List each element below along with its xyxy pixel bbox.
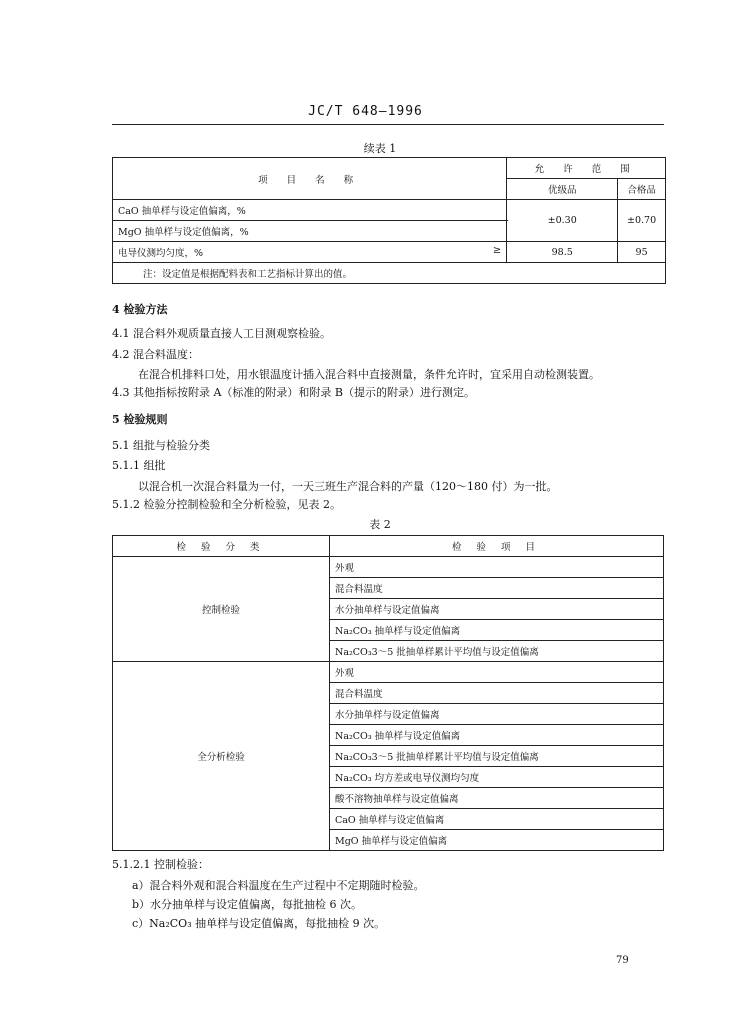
page-number: 79 — [616, 955, 629, 966]
table1 — [112, 157, 666, 284]
table2-item: Na₂CO₃ 抽单样与设定值偏离 — [330, 725, 664, 746]
table2-item: Na₂CO₃ 抽单样与设定值偏离 — [330, 620, 664, 641]
table1-note: 注：设定值是根据配料表和工艺指标计算出的值。 — [113, 263, 666, 284]
table2-item: 混合料温度 — [330, 683, 664, 704]
section-5-1-2: 5.1.2 检验分控制检验和全分析检验，见表 2。 — [112, 498, 341, 511]
table2 — [112, 535, 664, 851]
table2-group-control: 控制检验 — [113, 557, 330, 662]
standard-number: JC/T 648—1996 — [308, 104, 423, 119]
section-4-heading: 4 检验方法 — [112, 303, 168, 316]
table2-item: Na₂CO₃3～5 批抽单样累计平均值与设定值偏离 — [330, 746, 664, 767]
table1-row-excellent: 98.5 — [507, 242, 618, 263]
table2-item: Na₂CO₃3～5 批抽单样累计平均值与设定值偏离 — [330, 641, 664, 662]
table2-item: 外观 — [330, 557, 664, 578]
section-5-1-1-body: 以混合机一次混合料量为一付，一天三班生产混合料的产量（120～180 付）为一批。 — [138, 480, 558, 493]
table2-item: CaO 抽单样与设定值偏离 — [330, 809, 664, 830]
section-5-1: 5.1 组批与检验分类 — [112, 439, 210, 452]
table2-col-items: 检 验 项 目 — [330, 536, 664, 557]
table2-item: Na₂CO₃ 均方差或电导仪测均匀度 — [330, 767, 664, 788]
table2-group-full: 全分析检验 — [113, 662, 330, 851]
table2-item: 混合料温度 — [330, 578, 664, 599]
table1-col-item: 项 目 名 称 — [113, 158, 507, 200]
item-b: b）水分抽单样与设定值偏离，每批抽检 6 次。 — [132, 898, 363, 911]
table1-row-qualified: ±0.70 — [618, 200, 666, 242]
table1-row-name-text: 电导仪测均匀度，% — [118, 248, 204, 259]
section-5-1-1: 5.1.1 组批 — [112, 459, 166, 472]
header-rule — [112, 124, 664, 125]
table2-item: 酸不溶物抽单样与设定值偏离 — [330, 788, 664, 809]
table2-caption: 表 2 — [369, 518, 391, 531]
table2-item: 水分抽单样与设定值偏离 — [330, 599, 664, 620]
table1-row-name — [113, 242, 507, 263]
section-4-2-body: 在混合机排料口处，用水银温度计插入混合料中直接测量，条件允许时，宜采用自动检测装置。 — [138, 368, 600, 381]
section-4-2: 4.2 混合料温度： — [112, 348, 199, 361]
item-a: a）混合料外观和混合料温度在生产过程中不定期随时检验。 — [132, 879, 425, 892]
section-4-3: 4.3 其他指标按附录 A（标准的附录）和附录 B（提示的附录）进行测定。 — [112, 386, 476, 399]
table1-row-qualified: 95 — [618, 242, 666, 263]
section-5-heading: 5 检验规则 — [112, 413, 168, 426]
table2-item: 外观 — [330, 662, 664, 683]
table1-caption: 续表 1 — [363, 142, 397, 155]
table2-item: MgO 抽单样与设定值偏离 — [330, 830, 664, 851]
section-5-1-2-1: 5.1.2.1 控制检验： — [112, 858, 209, 871]
table1-col-qualified: 合格品 — [618, 179, 666, 200]
table1-row-symbol: ≥ — [492, 245, 502, 256]
table1-row-excellent: ±0.30 — [507, 200, 618, 242]
table1-row-name: MgO 抽单样与设定值偏离，% — [113, 221, 507, 242]
table1-row-name: CaO 抽单样与设定值偏离，% — [113, 200, 507, 221]
section-4-1: 4.1 混合料外观质量直接人工目测观察检验。 — [112, 327, 331, 340]
table1-col-excellent: 优级品 — [507, 179, 618, 200]
table2-col-class: 检 验 分 类 — [113, 536, 330, 557]
table1-col-range: 允 许 范 围 — [507, 158, 666, 179]
item-c: c）Na₂CO₃ 抽单样与设定值偏离，每批抽检 9 次。 — [132, 917, 386, 930]
table2-item: 水分抽单样与设定值偏离 — [330, 704, 664, 725]
